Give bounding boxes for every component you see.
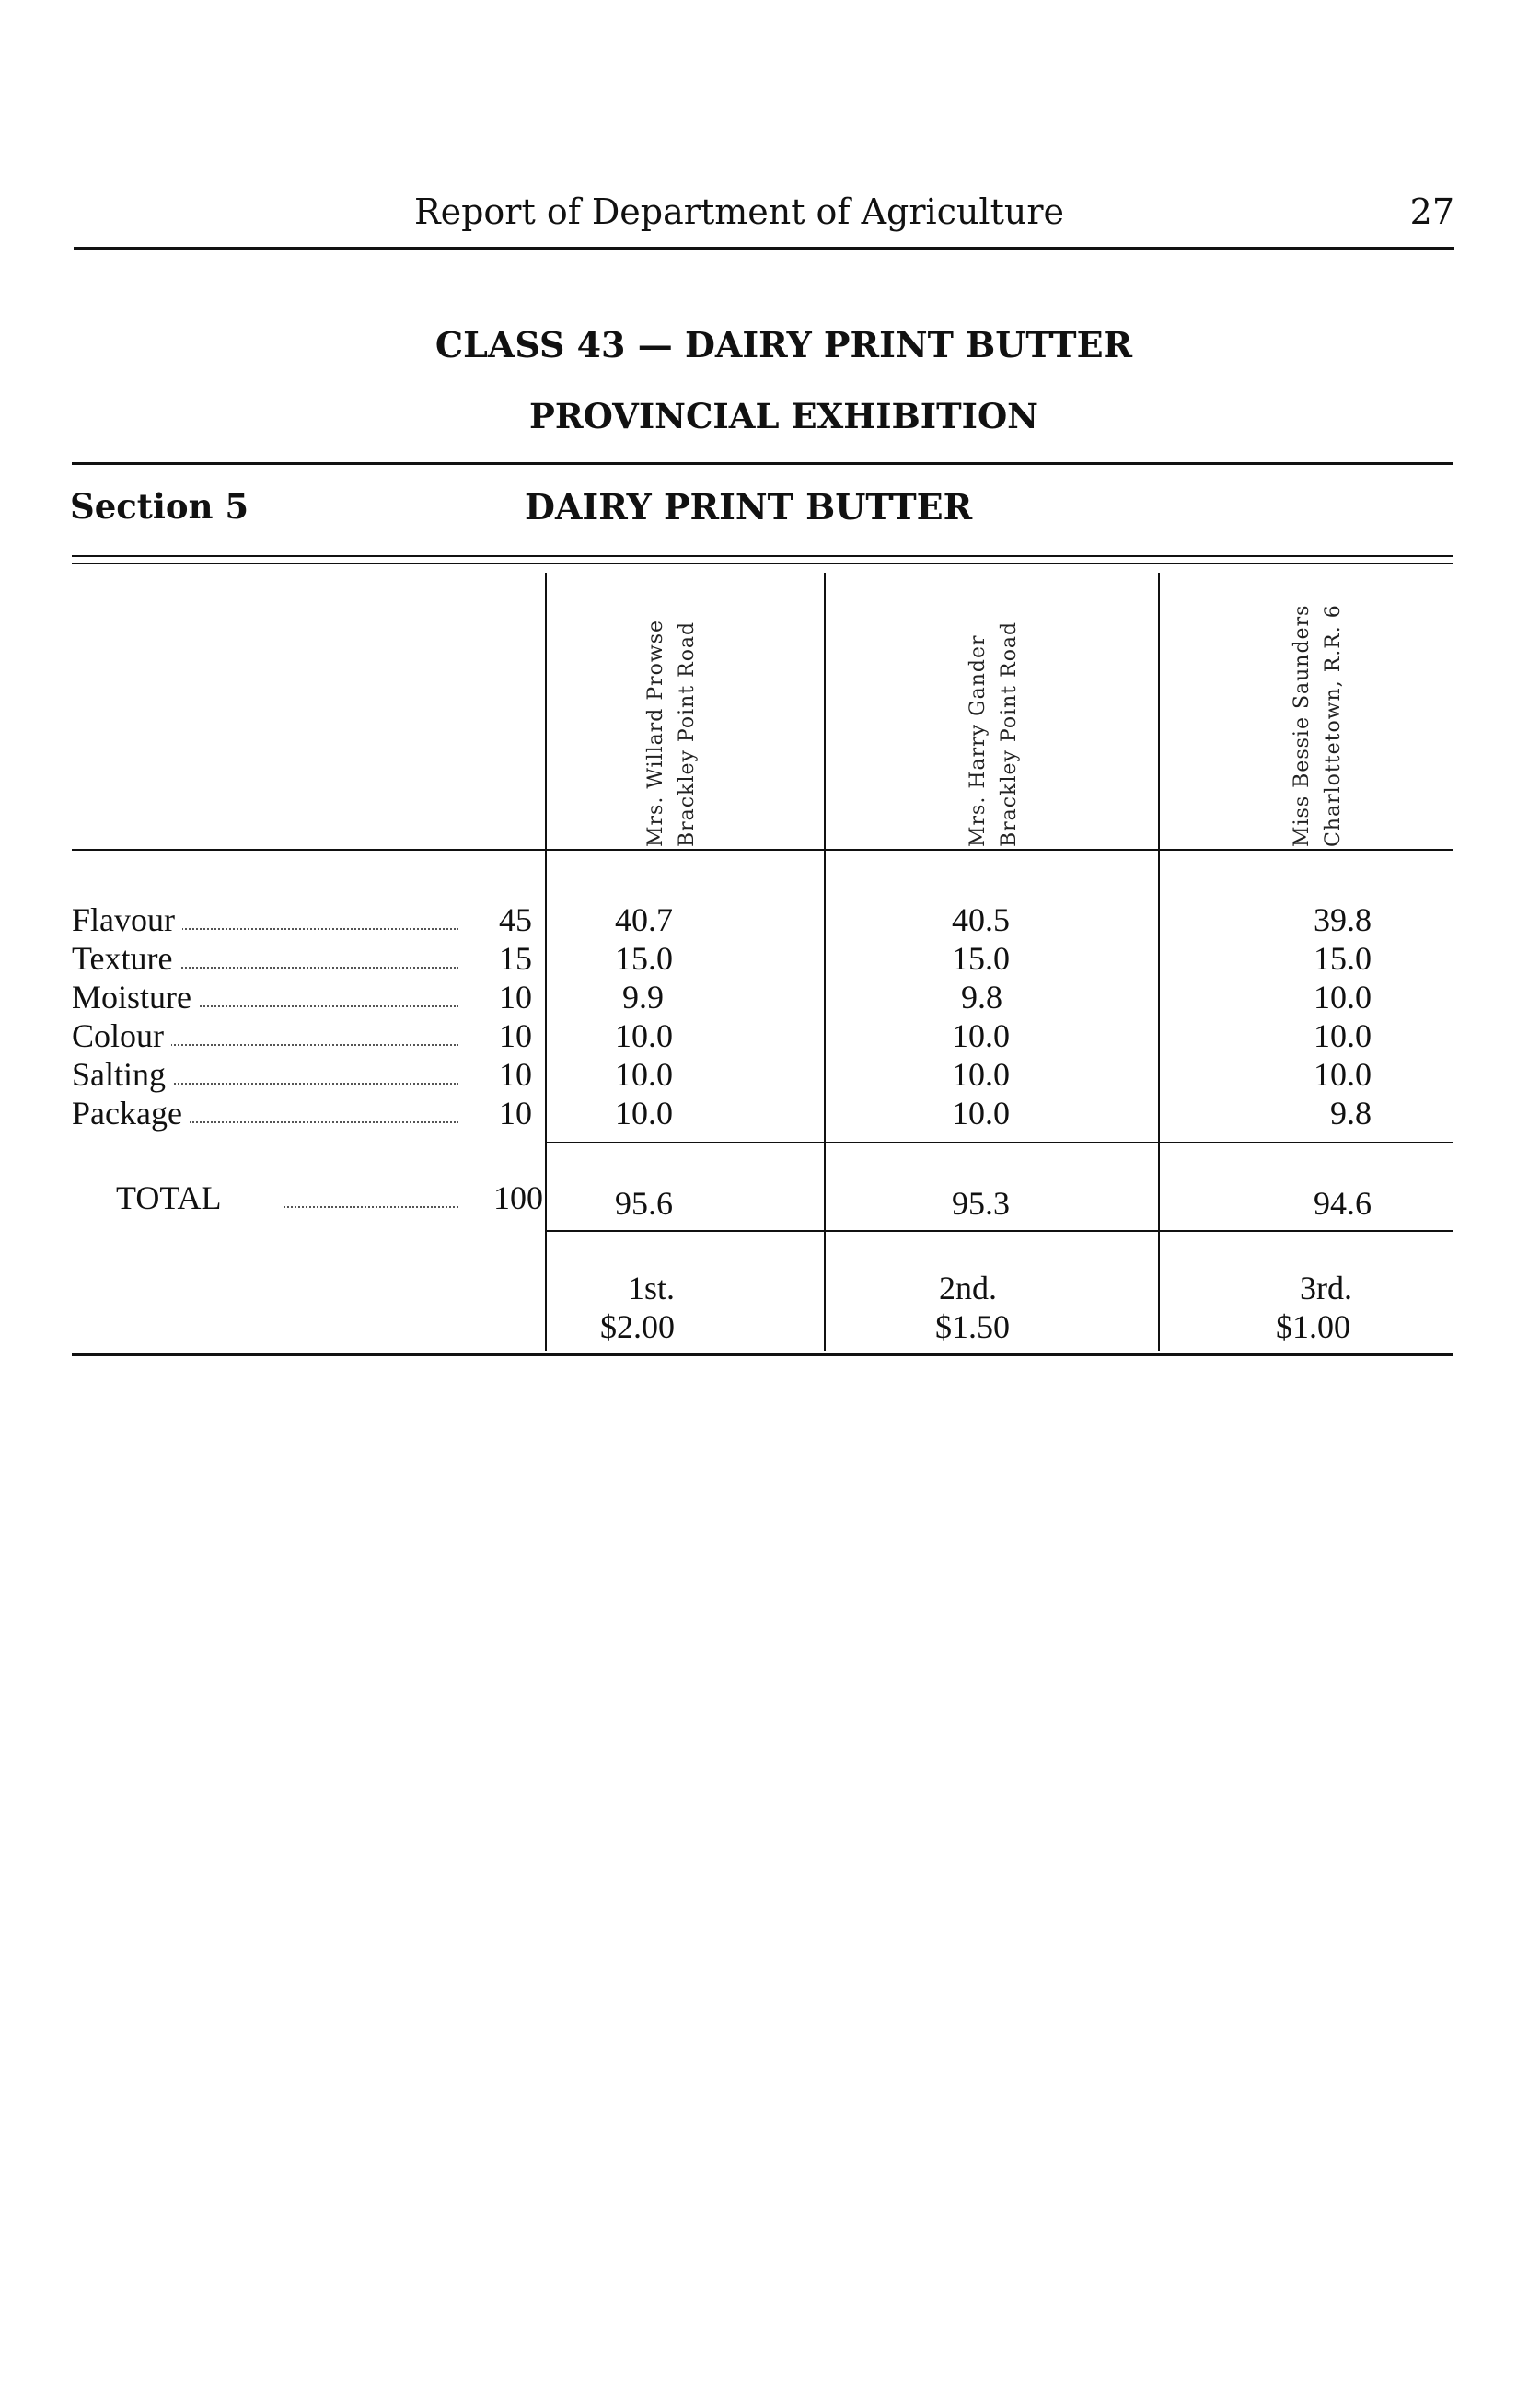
score-cell: 10.0: [952, 1095, 1010, 1132]
header-row-rule: [72, 849, 1453, 851]
exhibitor-1-address: Brackley Point Road: [676, 621, 699, 847]
score-cell: 10.0: [615, 1095, 673, 1132]
criterion-max: 10: [499, 1017, 532, 1054]
exhibitor-3-address: Charlottetown, R.R. 6: [1322, 604, 1345, 847]
class-title: CLASS 43 — DAIRY PRINT BUTTER: [434, 324, 1133, 366]
criterion-max: 10: [499, 979, 532, 1016]
award-place: 2nd.: [939, 1270, 997, 1306]
criterion-row: [72, 939, 532, 980]
score-cell: 10.0: [1314, 1017, 1372, 1054]
criterion-row: [72, 900, 532, 941]
score-cell: 10.0: [952, 1017, 1010, 1054]
exhibitor-2-address: Brackley Point Road: [998, 621, 1021, 847]
total-score: 95.3: [952, 1185, 1010, 1222]
criterion-name: Colour: [72, 1016, 171, 1055]
score-cell: 15.0: [1314, 940, 1372, 977]
score-cell: 40.5: [952, 901, 1010, 938]
score-cell: 10.0: [615, 1056, 673, 1093]
criterion-row: [72, 1094, 532, 1134]
score-cell: 40.7: [615, 901, 673, 938]
section-rule-double-1: [72, 555, 1453, 557]
total-label: TOTAL: [116, 1178, 228, 1217]
total-row: [72, 1178, 543, 1219]
exhibitor-1-name: Mrs. Willard Prowse: [644, 619, 667, 847]
score-cell: 10.0: [1314, 1056, 1372, 1093]
score-cell: 39.8: [1314, 901, 1372, 938]
criterion-name: Package: [72, 1094, 190, 1132]
score-cell: 9.8: [1330, 1095, 1372, 1132]
score-cell: 9.8: [961, 979, 1002, 1016]
criterion-max: 45: [499, 901, 532, 938]
criterion-max: 10: [499, 1056, 532, 1093]
page-number: 27: [1409, 192, 1454, 232]
running-head: [74, 192, 1454, 247]
total-rule: [545, 1230, 1453, 1232]
criterion-max: 10: [499, 1095, 532, 1132]
running-title: Report of Department of Agriculture: [414, 192, 1064, 232]
header-rule: [74, 247, 1454, 250]
criterion-name: Moisture: [72, 978, 199, 1016]
award-place: 1st.: [628, 1270, 676, 1306]
section-rule-top: [72, 462, 1453, 465]
section-rule-double-2: [72, 563, 1453, 564]
award-prize: $1.50: [935, 1308, 1010, 1345]
award-prize: $1.00: [1276, 1308, 1350, 1345]
subtotal-rule: [545, 1142, 1453, 1143]
score-cell: 9.9: [622, 979, 664, 1016]
total-score: 94.6: [1314, 1185, 1372, 1222]
total-max: 100: [493, 1179, 543, 1216]
total-score: 95.6: [615, 1185, 673, 1222]
section-title: DAIRY PRINT BUTTER: [525, 486, 973, 528]
column-divider: [1158, 573, 1160, 1351]
score-cell: 15.0: [952, 940, 1010, 977]
exhibitor-3-name: Miss Bessie Saunders: [1291, 604, 1314, 847]
score-cell: 10.0: [952, 1056, 1010, 1093]
column-divider: [545, 573, 547, 1351]
award-place: 3rd.: [1300, 1270, 1352, 1306]
criterion-row: [72, 1055, 532, 1096]
criterion-max: 15: [499, 940, 532, 977]
section-label: Section 5: [70, 486, 249, 527]
score-cell: 15.0: [615, 940, 673, 977]
criterion-name: Salting: [72, 1055, 173, 1094]
award-prize: $2.00: [600, 1308, 675, 1345]
criterion-name: Flavour: [72, 900, 182, 939]
criterion-name: Texture: [72, 939, 179, 978]
criterion-row: [72, 978, 532, 1018]
exhibition-title: PROVINCIAL EXHIBITION: [529, 396, 1038, 436]
score-cell: 10.0: [1314, 979, 1372, 1016]
table-bottom-rule: [72, 1353, 1453, 1356]
criterion-row: [72, 1016, 532, 1057]
score-cell: 10.0: [615, 1017, 673, 1054]
column-divider: [824, 573, 826, 1351]
exhibitor-2-name: Mrs. Harry Gander: [967, 634, 990, 847]
